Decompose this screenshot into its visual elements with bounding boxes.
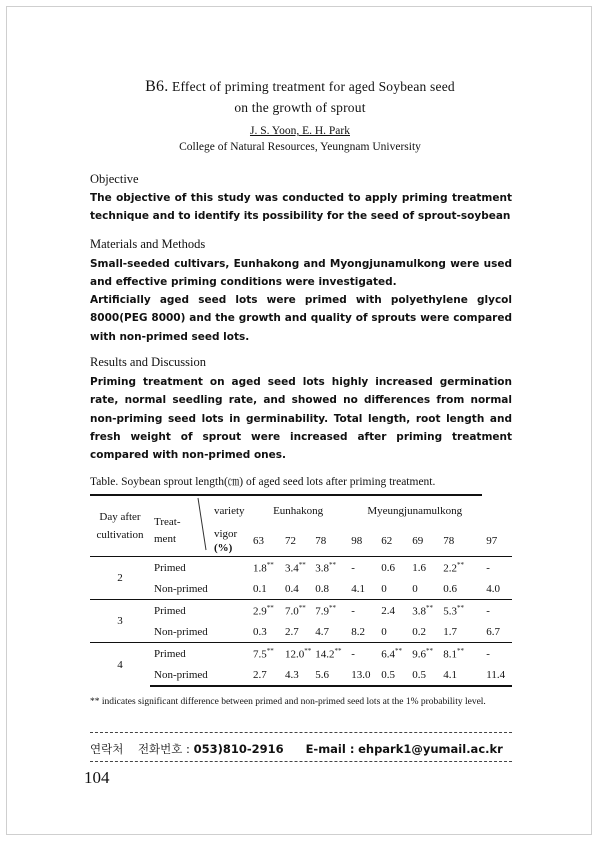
treatment-cell: Primed: [150, 643, 212, 665]
table-row: [90, 643, 512, 665]
value-text: 6.7: [486, 625, 500, 638]
table-row: [90, 664, 512, 686]
data-table: [90, 494, 512, 687]
results-text: Priming treatment on aged seed lots highly increased germination rate, normal seedling rate, and showed no differences from normal non-priming seed lots in germinability. Total length, root length and fresh weight of sprout were increased after priming treatment compared with non-primed ones.: [90, 376, 512, 462]
value-cell: [482, 621, 512, 643]
value-cell: [281, 621, 311, 643]
header-vigor-label: vigor: [214, 528, 238, 540]
value-text: -: [351, 561, 355, 574]
value-cell: [249, 600, 281, 622]
value-text: 3.8: [315, 562, 329, 575]
significance-mark: **: [266, 603, 274, 612]
value-text: 1.6: [412, 561, 426, 574]
value-cell: [439, 578, 482, 600]
affiliation: College of Natural Resources, Yeungnam University: [179, 141, 421, 153]
vigor-spacer-cell: [212, 578, 249, 600]
title-line1-text: Effect of priming treatment for aged Soybean seed: [172, 79, 455, 94]
value-text: 3.4: [285, 562, 299, 575]
value-text: -: [351, 604, 355, 617]
value-text: 4.3: [285, 668, 299, 681]
significance-mark: **: [457, 603, 464, 612]
header-cultivar-myeungjunamulkong: [347, 495, 482, 526]
value-cell: [439, 600, 482, 622]
vigor-spacer-cell: [212, 557, 249, 579]
contact-label: 연락처: [90, 742, 124, 756]
value-cell: [281, 664, 311, 686]
objective-text: The objective of this study was conducted to apply priming treatment technique and to identify its possibility for the seed of sprout-soybean: [90, 192, 512, 223]
value-cell: [311, 643, 347, 665]
value-text: 2.9: [253, 605, 267, 618]
value-text: 0: [381, 625, 387, 638]
value-cell: [249, 664, 281, 686]
phone-label: 전화번호 :: [137, 742, 190, 756]
vigor-value: 78: [315, 535, 327, 547]
vigor-spacer-cell: [212, 600, 249, 622]
value-text: 2.7: [285, 625, 299, 638]
value-cell: [347, 643, 377, 665]
value-cell: [408, 600, 439, 622]
value-text: 9.6: [412, 648, 426, 661]
value-text: -: [486, 604, 490, 617]
significance-mark: **: [266, 560, 274, 569]
value-text: 0.5: [412, 668, 426, 681]
value-text: 0.6: [443, 582, 457, 595]
value-cell: [482, 643, 512, 665]
vigor-spacer-cell: [212, 643, 249, 665]
value-text: 5.6: [315, 668, 329, 681]
value-text: 14.2: [315, 648, 335, 661]
value-cell: [311, 600, 347, 622]
value-cell: [311, 621, 347, 643]
value-cell: [281, 578, 311, 600]
value-cell: [249, 557, 281, 579]
treatment-cell: Primed: [150, 557, 212, 579]
treatment-cell: Non-primed: [154, 582, 208, 595]
contact-line: [90, 741, 503, 757]
value-text: 0.1: [253, 582, 267, 595]
value-cell: [439, 557, 482, 579]
significance-mark: **: [426, 603, 433, 612]
significance-mark: **: [329, 560, 336, 569]
value-text: 7.5: [253, 648, 267, 661]
table-caption: Table. Soybean sprout length(㎝) of aged seed lots after priming treatment.: [90, 476, 436, 488]
value-text: 12.0: [285, 648, 305, 661]
value-text: -: [486, 647, 490, 660]
paper-title-line2: on the growth of sprout: [234, 100, 366, 115]
phone-value: 053)810-2916: [193, 742, 284, 756]
header-vigor: [212, 526, 249, 557]
value-text: 11.4: [486, 668, 506, 681]
header-day-after: Day after: [99, 511, 141, 523]
table-footnote: ** indicates significant difference between primed and non-primed seed lots at the 1% probability level.: [90, 697, 486, 707]
value-cell: [439, 664, 482, 686]
value-cell: [377, 557, 408, 579]
header-cultivar-eunhakong: [249, 495, 347, 526]
email-label: E-mail :: [305, 742, 355, 756]
value-cell: [377, 578, 408, 600]
value-text: 0: [412, 582, 418, 595]
methods-heading: Materials and Methods: [90, 237, 206, 251]
value-text: 4.1: [351, 582, 365, 595]
significance-mark: **: [298, 603, 306, 612]
dashed-rule-bottom: [90, 761, 512, 762]
header-treatment-variety: [150, 495, 212, 557]
table-row: [90, 557, 512, 579]
significance-mark: **: [304, 646, 312, 655]
value-text: 1.8: [253, 562, 267, 575]
header-treat: Treat-: [154, 516, 181, 528]
value-cell: [347, 664, 377, 686]
header-ment: ment: [154, 533, 176, 545]
value-cell: [482, 664, 512, 686]
value-cell: [408, 557, 439, 579]
value-text: 0.8: [315, 582, 329, 595]
vigor-value: 63: [253, 535, 264, 547]
table-body: [90, 557, 512, 687]
significance-mark: **: [457, 560, 464, 569]
value-cell: [249, 643, 281, 665]
vigor-spacer-cell: [212, 664, 249, 686]
treatment-cell: Non-primed: [150, 664, 212, 686]
value-cell: [408, 664, 439, 686]
value-text: 0.2: [412, 625, 426, 638]
day-cell: 3: [90, 600, 150, 643]
value-text: 2.4: [381, 604, 395, 617]
value-text: 7.0: [285, 605, 299, 618]
header-vigor-unit: (%): [214, 542, 233, 554]
value-cell: [377, 621, 408, 643]
value-cell: [249, 621, 281, 643]
value-text: 4.1: [443, 668, 457, 681]
value-cell: [408, 621, 439, 643]
page-number: 104: [84, 768, 110, 787]
significance-mark: **: [457, 646, 464, 655]
vigor-value: 62: [381, 535, 393, 547]
value-cell: [311, 664, 347, 686]
value-text: -: [486, 561, 490, 574]
value-cell: [281, 600, 311, 622]
value-text: 0.5: [381, 668, 395, 681]
vigor-value: 78: [443, 535, 455, 547]
header-cultivation: cultivation: [96, 529, 144, 541]
value-text: 13.0: [351, 668, 371, 681]
table-row: [90, 621, 512, 643]
significance-mark: **: [395, 646, 402, 655]
value-cell: [377, 664, 408, 686]
value-text: 0: [381, 582, 387, 595]
value-text: 8.2: [351, 625, 365, 638]
day-cell: 4: [90, 643, 150, 687]
table-row: [90, 578, 512, 600]
value-cell: [249, 578, 281, 600]
value-cell: [408, 643, 439, 665]
value-text: 8.1: [443, 648, 457, 661]
authors: [60, 125, 540, 137]
value-text: 3.8: [412, 605, 426, 618]
abstract-code: B6.: [145, 78, 169, 95]
significance-mark: **: [426, 646, 433, 655]
header-variety: variety: [212, 495, 249, 526]
vigor-value: 98: [351, 535, 363, 547]
header-day: [90, 495, 150, 557]
cultivar2-label: Myeungjunamulkong: [367, 505, 463, 517]
authors-text: J. S. Yoon, E. H. Park: [249, 125, 350, 137]
value-cell: [311, 557, 347, 579]
significance-mark: **: [266, 646, 274, 655]
header-row-1: [90, 495, 512, 526]
email-value: ehpark1@yumail.ac.kr: [358, 742, 503, 756]
value-text: 1.7: [443, 625, 457, 638]
value-text: 2.7: [253, 668, 267, 681]
value-cell: [439, 621, 482, 643]
value-text: 6.4: [381, 648, 395, 661]
value-text: -: [351, 647, 355, 660]
significance-mark: **: [298, 560, 306, 569]
value-cell: [347, 557, 377, 579]
paper-title-line1: [60, 78, 540, 96]
value-text: 4.7: [315, 625, 329, 638]
value-text: 4.0: [486, 582, 500, 595]
value-cell: [408, 578, 439, 600]
objective-heading: Objective: [90, 172, 139, 186]
methods-para1: Small-seeded cultivars, Eunhakong and Myongjunamulkong were used and effective priming conditions were investigated.: [90, 258, 512, 289]
value-text: 0.4: [285, 582, 299, 595]
value-cell: [377, 600, 408, 622]
cultivar1-label: Eunhakong: [273, 505, 324, 517]
value-cell: [281, 643, 311, 665]
value-text: 7.9: [315, 605, 329, 618]
significance-mark: **: [329, 603, 336, 612]
day-cell: 2: [90, 557, 150, 600]
vigor-value: 97: [486, 535, 498, 547]
significance-mark: **: [334, 646, 342, 655]
vigor-spacer-cell: [212, 621, 249, 643]
value-cell: [482, 578, 512, 600]
vigor-value: 69: [412, 535, 424, 547]
vigor-value: 72: [285, 535, 296, 547]
value-cell: [377, 643, 408, 665]
methods-para2: Artificially aged seed lots were primed with polyethylene glycol 8000(PEG 8000) and the growth and quality of sprouts were compared with non-primed seed lots.: [90, 294, 512, 343]
value-text: 5.3: [443, 605, 457, 618]
value-cell: [482, 557, 512, 579]
value-cell: [482, 600, 512, 622]
value-cell: [347, 621, 377, 643]
treatment-cell: Primed: [150, 600, 212, 622]
treatment-cell: Non-primed: [154, 625, 208, 638]
value-text: 0.6: [381, 561, 395, 574]
value-cell: [281, 557, 311, 579]
table-row: [90, 600, 512, 622]
results-heading: Results and Discussion: [90, 355, 206, 369]
value-cell: [311, 578, 347, 600]
value-text: 0.3: [253, 625, 267, 638]
dashed-rule-top: [90, 732, 512, 733]
value-cell: [347, 600, 377, 622]
value-text: 2.2: [443, 562, 457, 575]
value-cell: [439, 643, 482, 665]
value-cell: [347, 578, 377, 600]
